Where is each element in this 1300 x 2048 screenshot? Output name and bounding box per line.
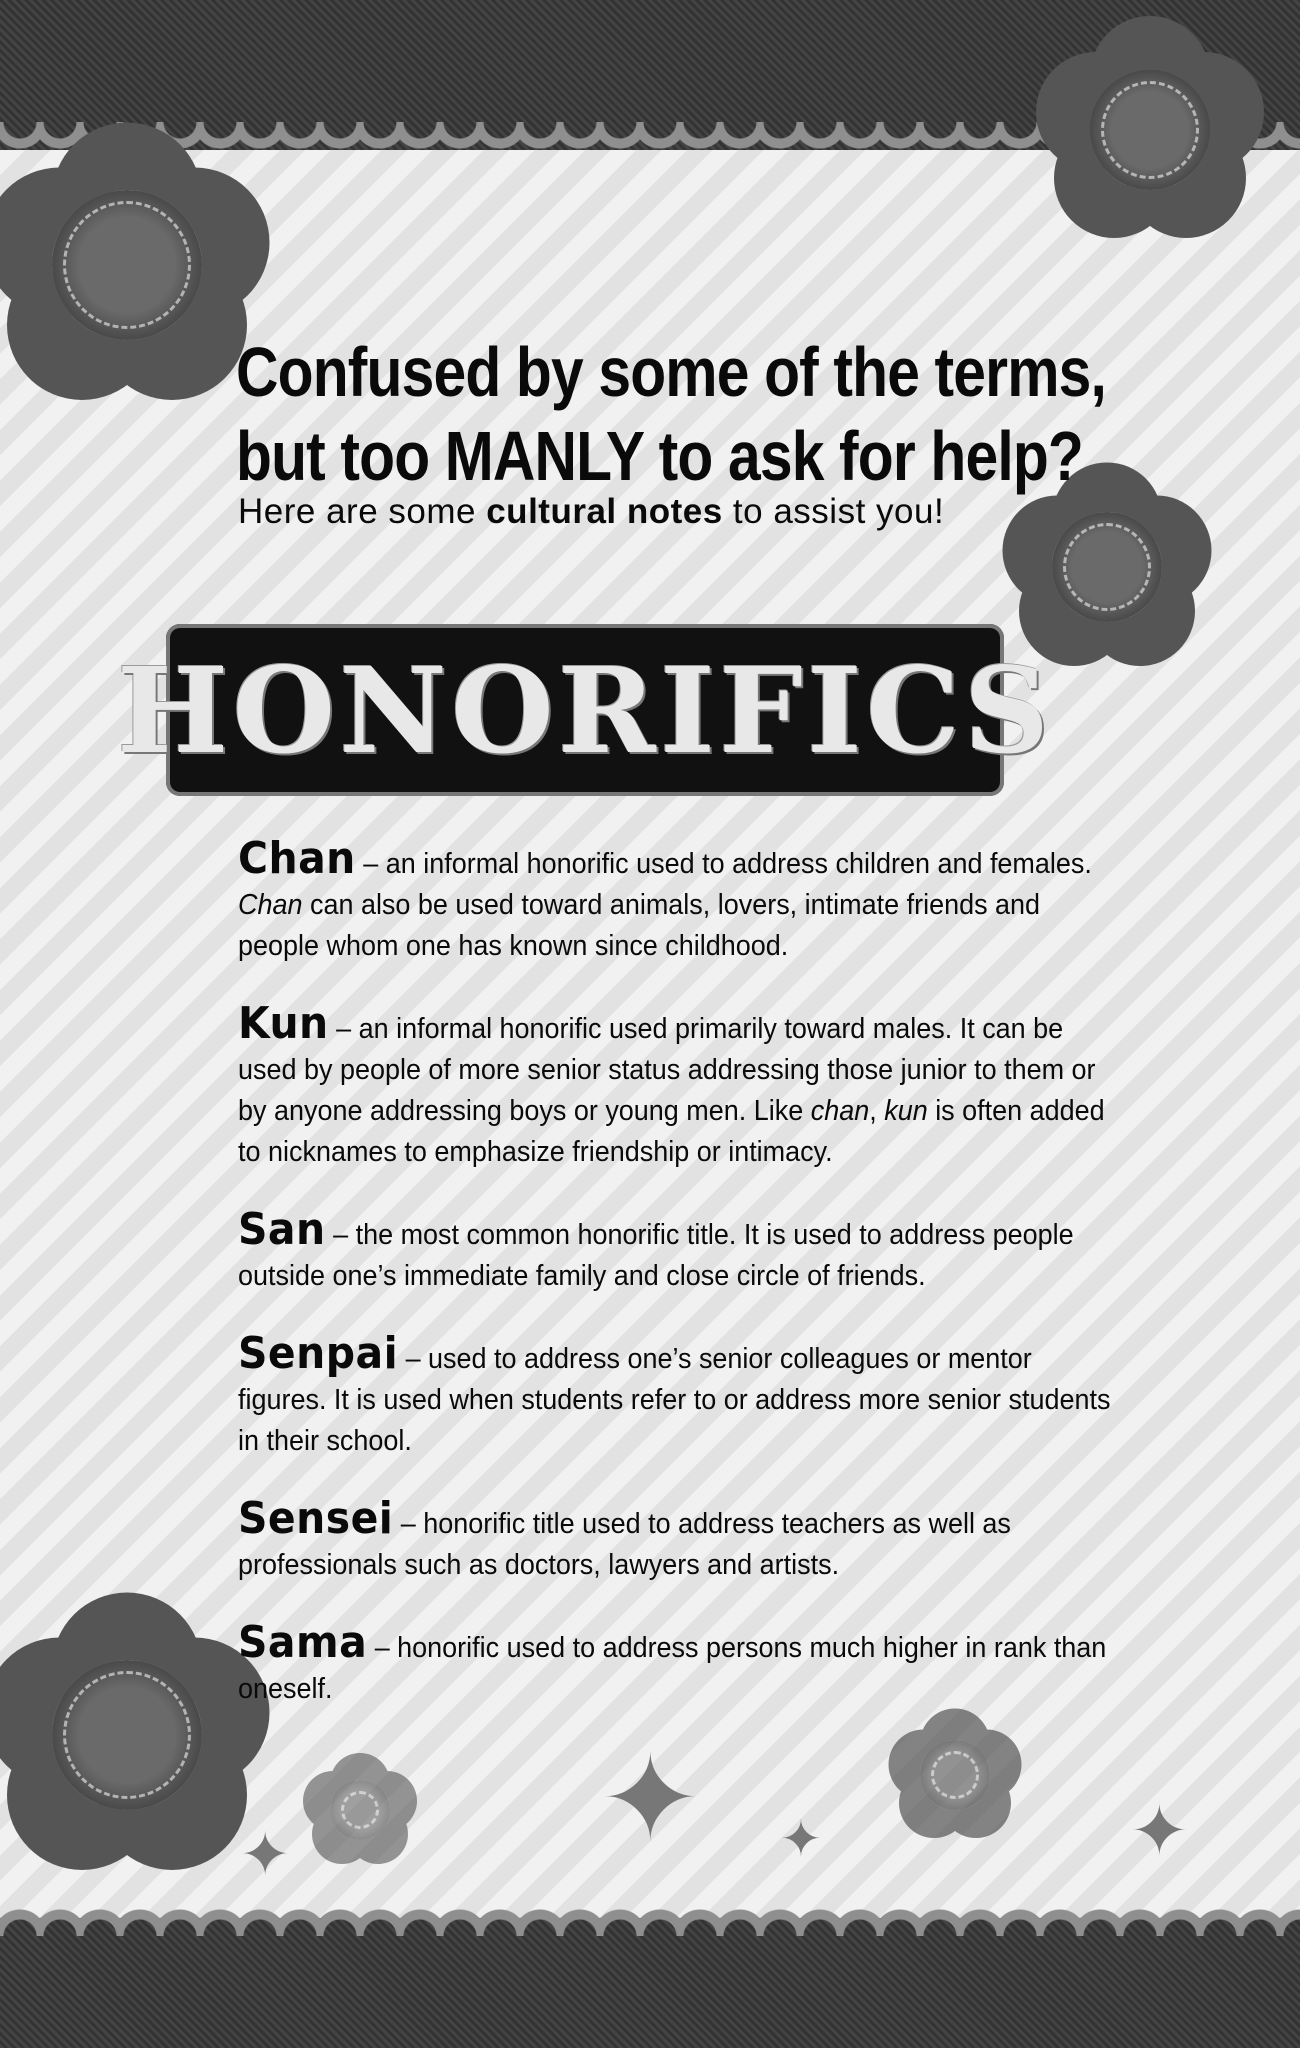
headline (236, 330, 1107, 498)
subheadline (238, 492, 944, 532)
flower-icon (1052, 512, 1162, 622)
honorific-definition: – honorific used to address persons much higher in rank than oneself. (238, 1632, 1107, 1705)
honorific-definition: – an informal honorific used to address children and females. (355, 848, 1092, 880)
honorific-term: Sensei (238, 1493, 394, 1544)
honorific-entry-kun (238, 998, 1118, 1173)
subheadline-bold: cultural notes (486, 492, 723, 531)
sparkle-icon: ✦ (780, 1810, 822, 1868)
flower-icon (330, 1780, 390, 1840)
flower-icon (1090, 70, 1210, 190)
honorific-entry-sama (238, 1617, 1118, 1710)
sparkle-icon: ✦ (240, 1820, 291, 1890)
honorific-entry-senpai (238, 1328, 1118, 1462)
honorific-definition-italic: chan (810, 1095, 870, 1127)
flower-icon (52, 190, 202, 340)
headline-line-2: but too MANLY to ask for help? (236, 417, 1084, 495)
honorific-definition: – the most common honorific title. It is used to address people outside one’s immediate family and close circle of friends. (238, 1219, 1074, 1292)
flower-icon (920, 1740, 990, 1810)
honorific-term: Chan (238, 833, 356, 884)
bottom-border (0, 1918, 1300, 2048)
subheadline-post: to assist you! (722, 492, 945, 531)
honorifics-badge (116, 624, 1054, 796)
honorific-entry-sensei (238, 1493, 1118, 1586)
sparkle-icon: ✦ (1130, 1790, 1189, 1872)
honorific-definition-italic: kun (884, 1095, 928, 1127)
honorifics-list (238, 833, 1118, 1746)
honorific-definition: – an informal honorific used primarily toward males. It can be used by people of more senior status addressing those junior to them or by anyone addressing boys or young men. Like (238, 1013, 1096, 1127)
honorific-entry-san (238, 1204, 1118, 1297)
honorific-definition: can also be used toward animals, lovers, intimate friends and people whom one has known since childhood. (238, 889, 1041, 962)
honorific-entry-chan (238, 833, 1118, 967)
honorific-definition: is often added to nicknames to emphasize friendship or intimacy. (238, 1095, 1105, 1168)
sparkle-icon: ✦ (600, 1730, 701, 1869)
honorific-term: Sama (238, 1617, 368, 1668)
honorific-term: Kun (238, 998, 329, 1049)
flower-icon (52, 1660, 202, 1810)
honorific-definition: – used to address one’s senior colleagues or mentor figures. It is used when students refer to or address more senior students in their school. (238, 1343, 1111, 1457)
honorific-term: Senpai (238, 1328, 399, 1379)
subheadline-pre: Here are some (238, 492, 487, 531)
headline-line-1: Confused by some of the terms, (236, 333, 1107, 411)
honorific-definition-italic: Chan (238, 889, 303, 921)
honorific-term: San (238, 1204, 326, 1255)
honorific-definition: , (869, 1095, 885, 1127)
honorific-definition: – honorific title used to address teachers as well as professionals such as doctors, lawyers and artists. (238, 1508, 1011, 1581)
honorifics-badge-label: HONORIFICS (116, 640, 1054, 780)
bottom-ricrac-trim (0, 1890, 1300, 1936)
